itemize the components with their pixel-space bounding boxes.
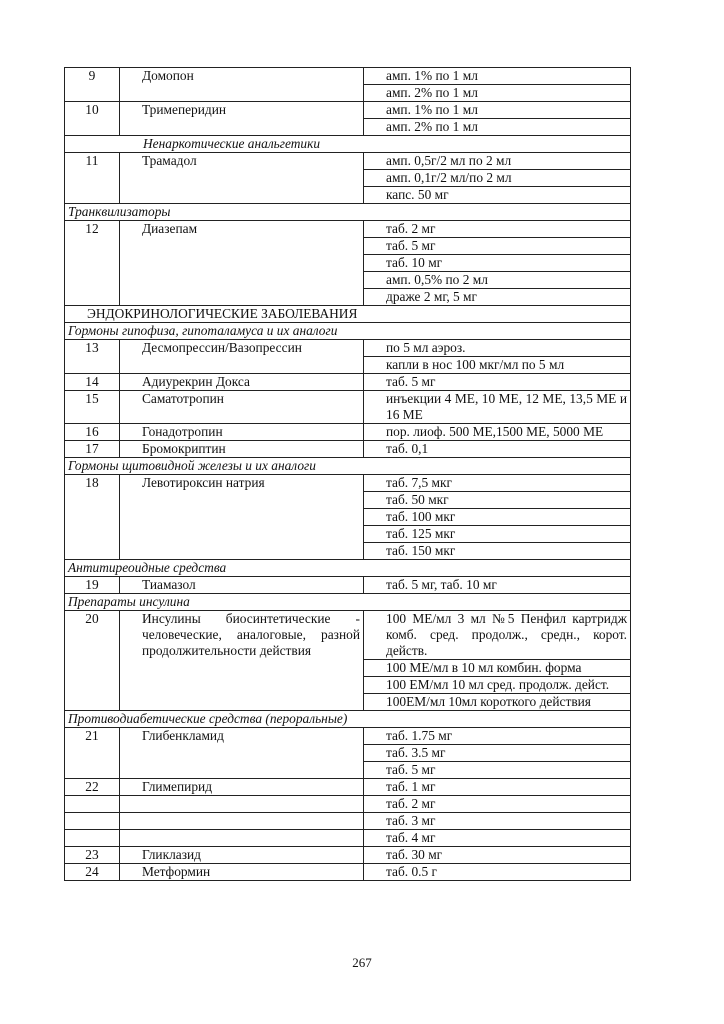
dosage-form: таб. 150 мкг xyxy=(364,543,631,560)
item-number: 13 xyxy=(65,340,120,374)
section-row xyxy=(65,323,631,340)
dosage-form: капли в нос 100 мкг/мл по 5 мл xyxy=(364,357,631,374)
dosage-form: 100ЕМ/мл 10мл короткого действия xyxy=(364,694,631,711)
table-row xyxy=(65,779,631,796)
dosage-form: таб. 5 мг xyxy=(364,238,631,255)
table-row xyxy=(65,374,631,391)
item-number: 18 xyxy=(65,475,120,560)
drug-table-body xyxy=(65,68,631,881)
item-number: 11 xyxy=(65,153,120,204)
dosage-form: драже 2 мг, 5 мг xyxy=(364,289,631,306)
section-row xyxy=(65,458,631,475)
section-row xyxy=(65,204,631,221)
dosage-form: по 5 мл аэроз. xyxy=(364,340,631,357)
dosage-form: таб. 5 мг xyxy=(364,762,631,779)
dosage-form: 100 ЕМ/мл 10 мл сред. продолж. дейст. xyxy=(364,677,631,694)
section-title: Гормоны щитовидной железы и их аналоги xyxy=(65,458,631,475)
drug-name: Глибенкламид xyxy=(120,728,364,779)
table-row xyxy=(65,813,631,830)
dosage-form: таб. 30 мг xyxy=(364,847,631,864)
dosage-form: таб. 2 мг xyxy=(364,221,631,238)
section-title: Ненаркотические анальгетики xyxy=(65,136,631,153)
table-row xyxy=(65,340,631,357)
item-number: 17 xyxy=(65,441,120,458)
dosage-form: таб. 10 мг xyxy=(364,255,631,272)
item-number: 23 xyxy=(65,847,120,864)
item-number: 24 xyxy=(65,864,120,881)
section-row xyxy=(65,136,631,153)
table-row xyxy=(65,221,631,238)
dosage-form: 100 МЕ/мл в 10 мл комбин. форма xyxy=(364,660,631,677)
drug-name: Трамадол xyxy=(120,153,364,204)
page-number: 267 xyxy=(352,955,372,970)
drug-name: Тримеперидин xyxy=(120,102,364,136)
item-number: 9 xyxy=(65,68,120,102)
table-row xyxy=(65,577,631,594)
dosage-form: капс. 50 мг xyxy=(364,187,631,204)
drug-name: Инсулины биосинтетические - человеческие, аналоговые, разной продолжительности действия xyxy=(120,611,364,711)
dosage-form: таб. 3 мг xyxy=(364,813,631,830)
section-row xyxy=(65,711,631,728)
dosage-form: амп. 0,1г/2 мл/по 2 мл xyxy=(364,170,631,187)
table-row xyxy=(65,475,631,492)
drug-name xyxy=(120,813,364,830)
item-number: 12 xyxy=(65,221,120,306)
dosage-form: таб. 4 мг xyxy=(364,830,631,847)
dosage-form: инъекции 4 МЕ, 10 МЕ, 12 МЕ, 13,5 МЕ и 16 МЕ xyxy=(364,391,631,424)
item-number xyxy=(65,813,120,830)
item-number: 10 xyxy=(65,102,120,136)
drug-name: Глимепирид xyxy=(120,779,364,796)
dosage-form: таб. 3.5 мг xyxy=(364,745,631,762)
table-row xyxy=(65,441,631,458)
dosage-form: таб. 50 мкг xyxy=(364,492,631,509)
section-row xyxy=(65,594,631,611)
drug-name: Гонадотропин xyxy=(120,424,364,441)
dosage-form: пор. лиоф. 500 МЕ,1500 МЕ, 5000 МЕ xyxy=(364,424,631,441)
dosage-form: амп. 0,5% по 2 мл xyxy=(364,272,631,289)
drug-name: Левотироксин натрия xyxy=(120,475,364,560)
table-row xyxy=(65,68,631,85)
dosage-form: таб. 100 мкг xyxy=(364,509,631,526)
dosage-form: таб. 5 мг xyxy=(364,374,631,391)
dosage-form: амп. 1% по 1 мл xyxy=(364,102,631,119)
table-row xyxy=(65,391,631,424)
dosage-form: таб. 0,1 xyxy=(364,441,631,458)
table-row xyxy=(65,796,631,813)
section-title: Гормоны гипофиза, гипоталамуса и их аналоги xyxy=(65,323,631,340)
dosage-form: амп. 0,5г/2 мл по 2 мл xyxy=(364,153,631,170)
drug-table xyxy=(64,67,631,881)
drug-name: Гликлазид xyxy=(120,847,364,864)
dosage-form: амп. 2% по 1 мл xyxy=(364,85,631,102)
dosage-form: таб. 2 мг xyxy=(364,796,631,813)
dosage-form: таб. 0.5 г xyxy=(364,864,631,881)
table-row xyxy=(65,864,631,881)
section-row xyxy=(65,560,631,577)
drug-name xyxy=(120,796,364,813)
item-number xyxy=(65,830,120,847)
dosage-form: таб. 125 мкг xyxy=(364,526,631,543)
drug-name: Диазепам xyxy=(120,221,364,306)
section-title: Антитиреоидные средства xyxy=(65,560,631,577)
dosage-form: таб. 5 мг, таб. 10 мг xyxy=(364,577,631,594)
dosage-form: таб. 1.75 мг xyxy=(364,728,631,745)
drug-name: Бромокриптин xyxy=(120,441,364,458)
table-row xyxy=(65,847,631,864)
item-number: 15 xyxy=(65,391,120,424)
item-number: 19 xyxy=(65,577,120,594)
section-title: Транквилизаторы xyxy=(65,204,631,221)
dosage-form: амп. 2% по 1 мл xyxy=(364,119,631,136)
section-title: ЭНДОКРИНОЛОГИЧЕСКИЕ ЗАБОЛЕВАНИЯ xyxy=(65,306,631,323)
page xyxy=(64,67,630,881)
drug-name: Метформин xyxy=(120,864,364,881)
dosage-form: 100 МЕ/мл 3 мл №5 Пенфил картридж комб. сред. продолж., средн., корот. действ. xyxy=(364,611,631,660)
table-row xyxy=(65,728,631,745)
table-row xyxy=(65,830,631,847)
dosage-form: амп. 1% по 1 мл xyxy=(364,68,631,85)
item-number: 16 xyxy=(65,424,120,441)
section-row xyxy=(65,306,631,323)
item-number xyxy=(65,796,120,813)
drug-name: Саматотропин xyxy=(120,391,364,424)
dosage-form: таб. 7,5 мкг xyxy=(364,475,631,492)
drug-name: Адиурекрин Докса xyxy=(120,374,364,391)
table-row xyxy=(65,153,631,170)
drug-name: Десмопрессин/Вазопрессин xyxy=(120,340,364,374)
drug-name xyxy=(120,830,364,847)
section-title: Противодиабетические средства (пероральные) xyxy=(65,711,631,728)
table-row xyxy=(65,611,631,660)
item-number: 20 xyxy=(65,611,120,711)
drug-name: Тиамазол xyxy=(120,577,364,594)
dosage-form: таб. 1 мг xyxy=(364,779,631,796)
section-title: Препараты инсулина xyxy=(65,594,631,611)
drug-name: Домопон xyxy=(120,68,364,102)
table-row xyxy=(65,102,631,119)
table-row xyxy=(65,424,631,441)
item-number: 22 xyxy=(65,779,120,796)
item-number: 21 xyxy=(65,728,120,779)
item-number: 14 xyxy=(65,374,120,391)
